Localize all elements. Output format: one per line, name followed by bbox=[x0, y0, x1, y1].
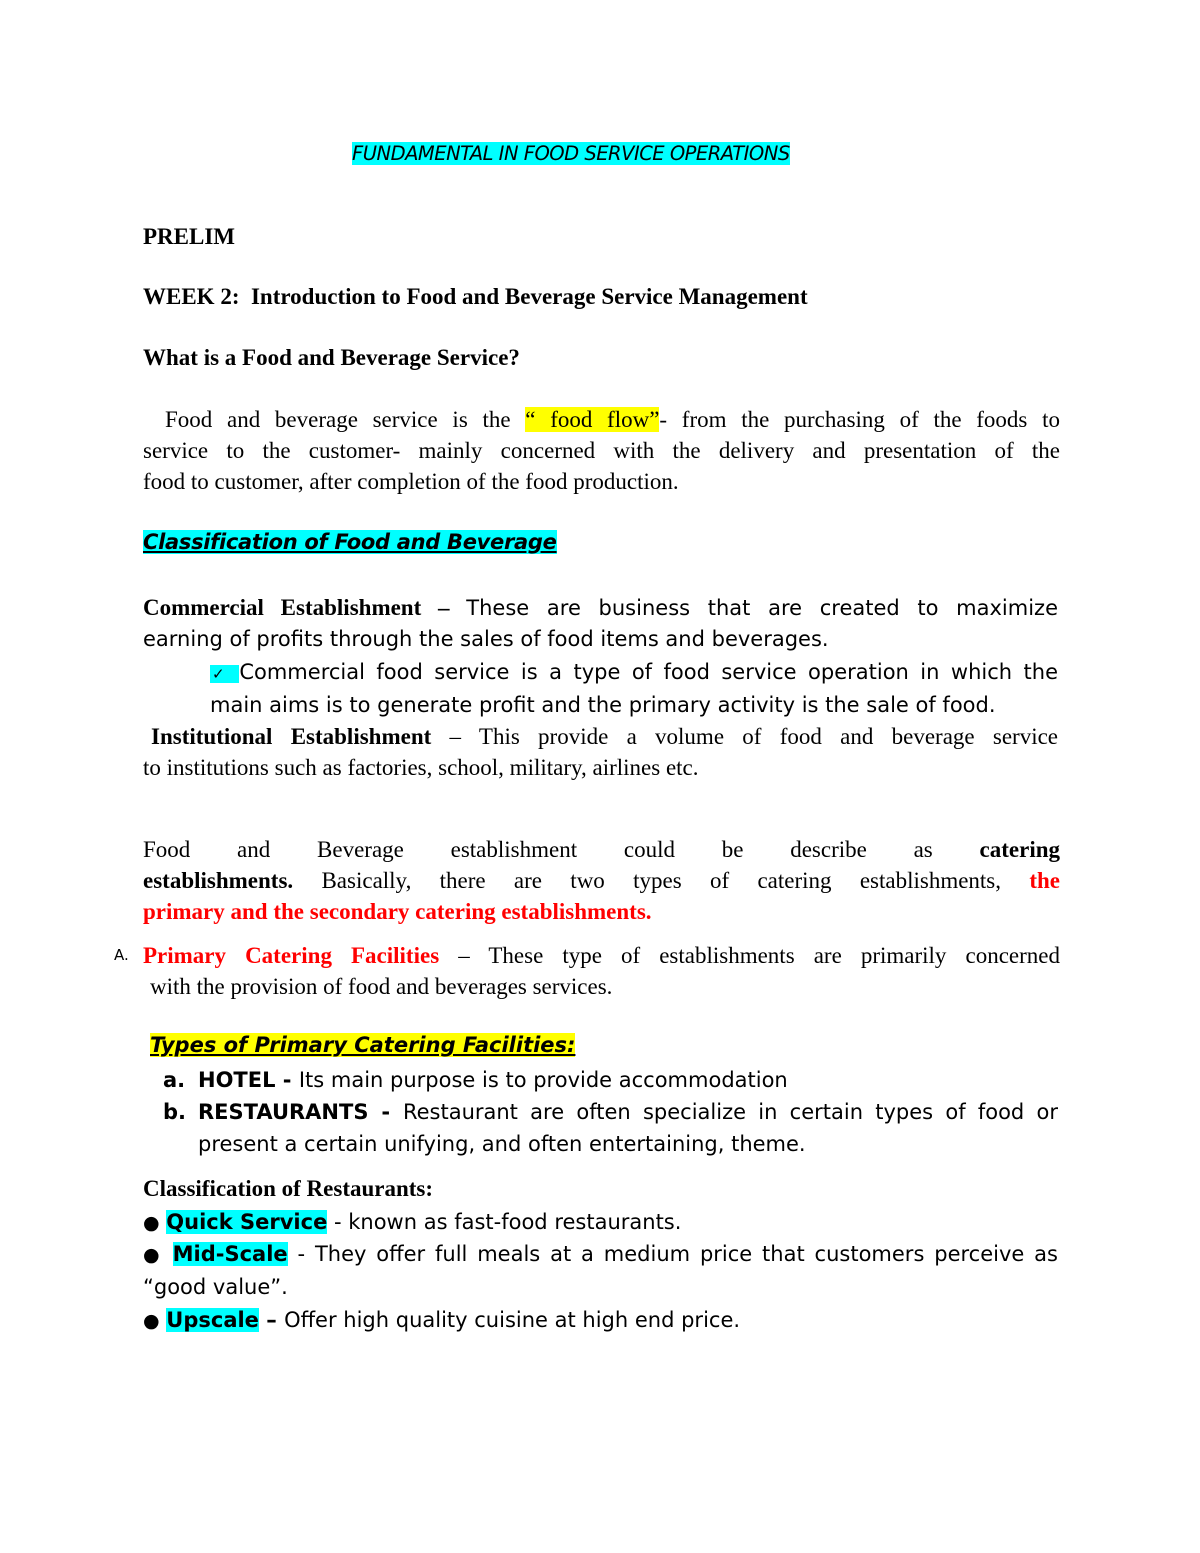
upscale-term: Upscale bbox=[166, 1308, 259, 1332]
catering-paragraph bbox=[143, 834, 1060, 927]
list-item: ● Mid-Scale - They offer full meals at a medium price that customers perceive as “good value”. bbox=[143, 1242, 1058, 1299]
institutional-paragraph bbox=[143, 721, 1058, 783]
institutional-line-1: Institutional Establishment – This provide a volume of food and beverage service bbox=[151, 724, 1058, 749]
commercial-note bbox=[210, 657, 1058, 721]
document-title: FUNDAMENTAL IN FOOD SERVICE OPERATIONS bbox=[352, 142, 790, 165]
commercial-note-line-1: ✓ Commercial food service is a type of food service operation in which the bbox=[212, 660, 1058, 684]
primary-line-2: with the provision of food and beverages services. bbox=[150, 974, 613, 999]
intro-line-1: Food and beverage service is the “ food flow”- from the purchasing of the foods to bbox=[165, 407, 1060, 432]
list-item: ● Quick Service - known as fast-food restaurants. bbox=[143, 1210, 682, 1234]
commercial-term: Commercial Establishment bbox=[143, 595, 422, 620]
bullet-icon: ● bbox=[143, 1212, 160, 1234]
list-item: ● Upscale – Offer high quality cuisine at high end price. bbox=[143, 1308, 741, 1332]
institutional-line-2: to institutions such as factories, school, military, airlines etc. bbox=[143, 755, 699, 780]
intro-line-3: food to customer, after completion of the food production. bbox=[143, 469, 679, 494]
institutional-term: Institutional Establishment bbox=[151, 724, 432, 749]
catering-line-2: establishments. Basically, there are two types of catering establishments, the bbox=[143, 868, 1061, 893]
list-item: b. RESTAURANTS - Restaurant are often specialize in certain types of food or present a certain unifying, and often entertaining, theme. bbox=[163, 1100, 1058, 1156]
bullet-icon: ● bbox=[143, 1310, 160, 1332]
commercial-note-line-2: main aims is to generate profit and the primary activity is the sale of food. bbox=[210, 693, 996, 717]
mid-scale-term: Mid-Scale bbox=[172, 1242, 288, 1266]
restaurants-classification-heading: Classification of Restaurants: bbox=[143, 1176, 434, 1201]
list-item: a. HOTEL - Its main purpose is to provide accommodation bbox=[163, 1068, 788, 1092]
commercial-line-1: Commercial Establishment – These are business that are created to maximize bbox=[143, 595, 1058, 620]
week-heading: WEEK 2: Introduction to Food and Beverage Service Management bbox=[143, 284, 808, 309]
food-flow-highlight: “ food flow” bbox=[525, 407, 660, 432]
term-heading: PRELIM bbox=[143, 224, 235, 249]
bullet-icon: ● bbox=[143, 1244, 163, 1266]
intro-paragraph bbox=[143, 404, 1060, 497]
commercial-line-2: earning of profits through the sales of food items and beverages. bbox=[143, 627, 829, 651]
types-heading: Types of Primary Catering Facilities: bbox=[150, 1033, 576, 1057]
catering-line-1: Food and Beverage establishment could be describe as catering bbox=[143, 837, 1060, 862]
restaurants-term: RESTAURANTS bbox=[198, 1100, 369, 1124]
primary-term: Primary Catering Facilities bbox=[143, 943, 440, 968]
intro-line-2: service to the customer- mainly concerned with the delivery and presentation of the bbox=[143, 438, 1060, 463]
primary-facilities-paragraph bbox=[143, 940, 1060, 1002]
hotel-term: HOTEL bbox=[198, 1068, 276, 1092]
quick-service-term: Quick Service bbox=[166, 1210, 328, 1234]
list-marker-a: A. bbox=[114, 946, 129, 964]
primary-line-1: Primary Catering Facilities – These type of establishments are primarily concerned bbox=[143, 943, 1060, 968]
catering-line-3: primary and the secondary catering establishments. bbox=[143, 899, 652, 924]
classification-heading: Classification of Food and Beverage bbox=[143, 530, 557, 554]
commercial-paragraph bbox=[143, 592, 1058, 655]
question-heading: What is a Food and Beverage Service? bbox=[143, 345, 520, 370]
check-icon: ✓ bbox=[210, 665, 239, 683]
